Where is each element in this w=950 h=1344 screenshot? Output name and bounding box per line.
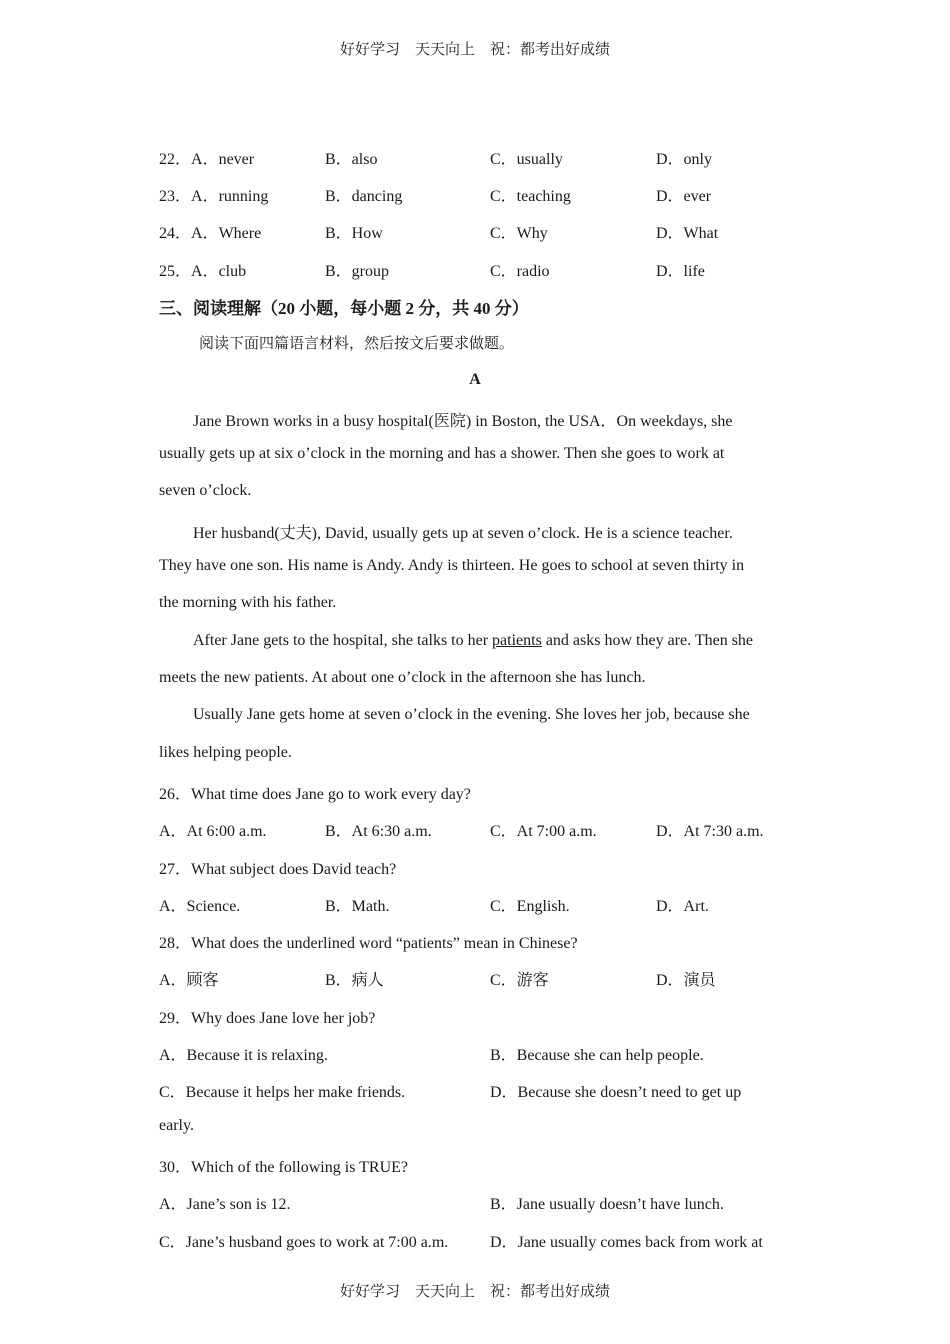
question-stem: 29．Why does Jane love her job? xyxy=(159,1010,376,1027)
cloze-24-a: 24．A．Where xyxy=(159,225,262,242)
q29-option-b: B．Because she can help people. xyxy=(490,1047,704,1064)
cloze-23-a: 23．A．running xyxy=(159,188,269,205)
q30-option-b: B．Jane usually doesn’t have lunch. xyxy=(490,1196,724,1213)
q30-option-c: C．Jane’s husband goes to work at 7:00 a.m. xyxy=(159,1234,449,1251)
q29-option-d: D．Because she doesn’t need to get up xyxy=(490,1084,742,1101)
passage-line: usually gets up at six o’clock in the morning and has a shower. Then she goes to work at xyxy=(159,445,725,462)
underlined-word: patients xyxy=(492,632,542,649)
cloze-23-c: C．teaching xyxy=(490,188,571,205)
cloze-24-c: C．Why xyxy=(490,225,548,242)
question-stem: 28．What does the underlined word “patients” mean in Chinese? xyxy=(159,935,578,952)
q29-option-d-continuation: early. xyxy=(159,1117,194,1134)
cloze-22-c: C．usually xyxy=(490,151,563,168)
passage-line: Jane Brown works in a busy hospital(医院) in Boston, the USA．On weekdays, she xyxy=(193,413,733,430)
q26-option-c: C．At 7:00 a.m. xyxy=(490,823,597,840)
passage-line: meets the new patients. At about one o’clock in the afternoon she has lunch. xyxy=(159,669,646,686)
q29-option-c: C．Because it helps her make friends. xyxy=(159,1084,406,1101)
passage-line: After Jane gets to the hospital, she talks to her patients and asks how they are. Then she xyxy=(193,632,754,649)
passage-line: Usually Jane gets home at seven o’clock in the evening. She loves her job, because she xyxy=(193,706,750,723)
q27-option-a: A．Science. xyxy=(159,898,241,915)
q28-option-d: D．演员 xyxy=(656,972,716,989)
cloze-22-b: B．also xyxy=(325,151,378,168)
cloze-25-b: B．group xyxy=(325,263,390,280)
cloze-23-d: D．ever xyxy=(656,188,712,205)
passage-line: Her husband(丈夫), David, usually gets up at seven o’clock. He is a science teacher. xyxy=(193,525,733,542)
question-stem: 30．Which of the following is TRUE? xyxy=(159,1159,409,1176)
passage-line: seven o’clock. xyxy=(159,482,252,499)
q29-option-a: A．Because it is relaxing. xyxy=(159,1047,328,1064)
q27-option-d: D．Art. xyxy=(656,898,709,915)
q30-option-d: D．Jane usually comes back from work at xyxy=(490,1234,763,1251)
q27-option-b: B．Math. xyxy=(325,898,390,915)
q28-option-c: C．游客 xyxy=(490,972,549,989)
section-title: 三、阅读理解（20 小题，每小题 2 分，共 40 分） xyxy=(159,299,529,318)
section-instruction: 阅读下面四篇语言材料，然后按文后要求做题。 xyxy=(199,334,515,352)
cloze-22-d: D．only xyxy=(656,151,713,168)
question-stem: 27．What subject does David teach? xyxy=(159,861,397,878)
q30-option-a: A．Jane’s son is 12. xyxy=(159,1196,291,1213)
cloze-24-b: B．How xyxy=(325,225,383,242)
passage-line: likes helping people. xyxy=(159,744,292,761)
question-stem: 26．What time does Jane go to work every day? xyxy=(159,786,471,803)
passage-line: the morning with his father. xyxy=(159,594,337,611)
q27-option-c: C．English. xyxy=(490,898,570,915)
q28-option-a: A．顾客 xyxy=(159,972,219,989)
q26-option-b: B．At 6:30 a.m. xyxy=(325,823,432,840)
cloze-24-d: D．What xyxy=(656,225,719,242)
page-footer: 好好学习 天天向上 祝：都考出好成绩 xyxy=(339,1282,610,1300)
cloze-23-b: B．dancing xyxy=(325,188,403,205)
q26-option-a: A．At 6:00 a.m. xyxy=(159,823,267,840)
passage-label: A xyxy=(469,371,481,388)
q26-option-d: D．At 7:30 a.m. xyxy=(656,823,764,840)
q28-option-b: B．病人 xyxy=(325,972,384,989)
cloze-25-d: D．life xyxy=(656,263,705,280)
passage-line: They have one son. His name is Andy. Andy is thirteen. He goes to school at seven thirty in xyxy=(159,557,745,574)
page-header: 好好学习 天天向上 祝：都考出好成绩 xyxy=(339,40,610,58)
cloze-25-c: C．radio xyxy=(490,263,550,280)
cloze-22-a: 22．A．never xyxy=(159,151,255,168)
cloze-25-a: 25．A．club xyxy=(159,263,247,280)
